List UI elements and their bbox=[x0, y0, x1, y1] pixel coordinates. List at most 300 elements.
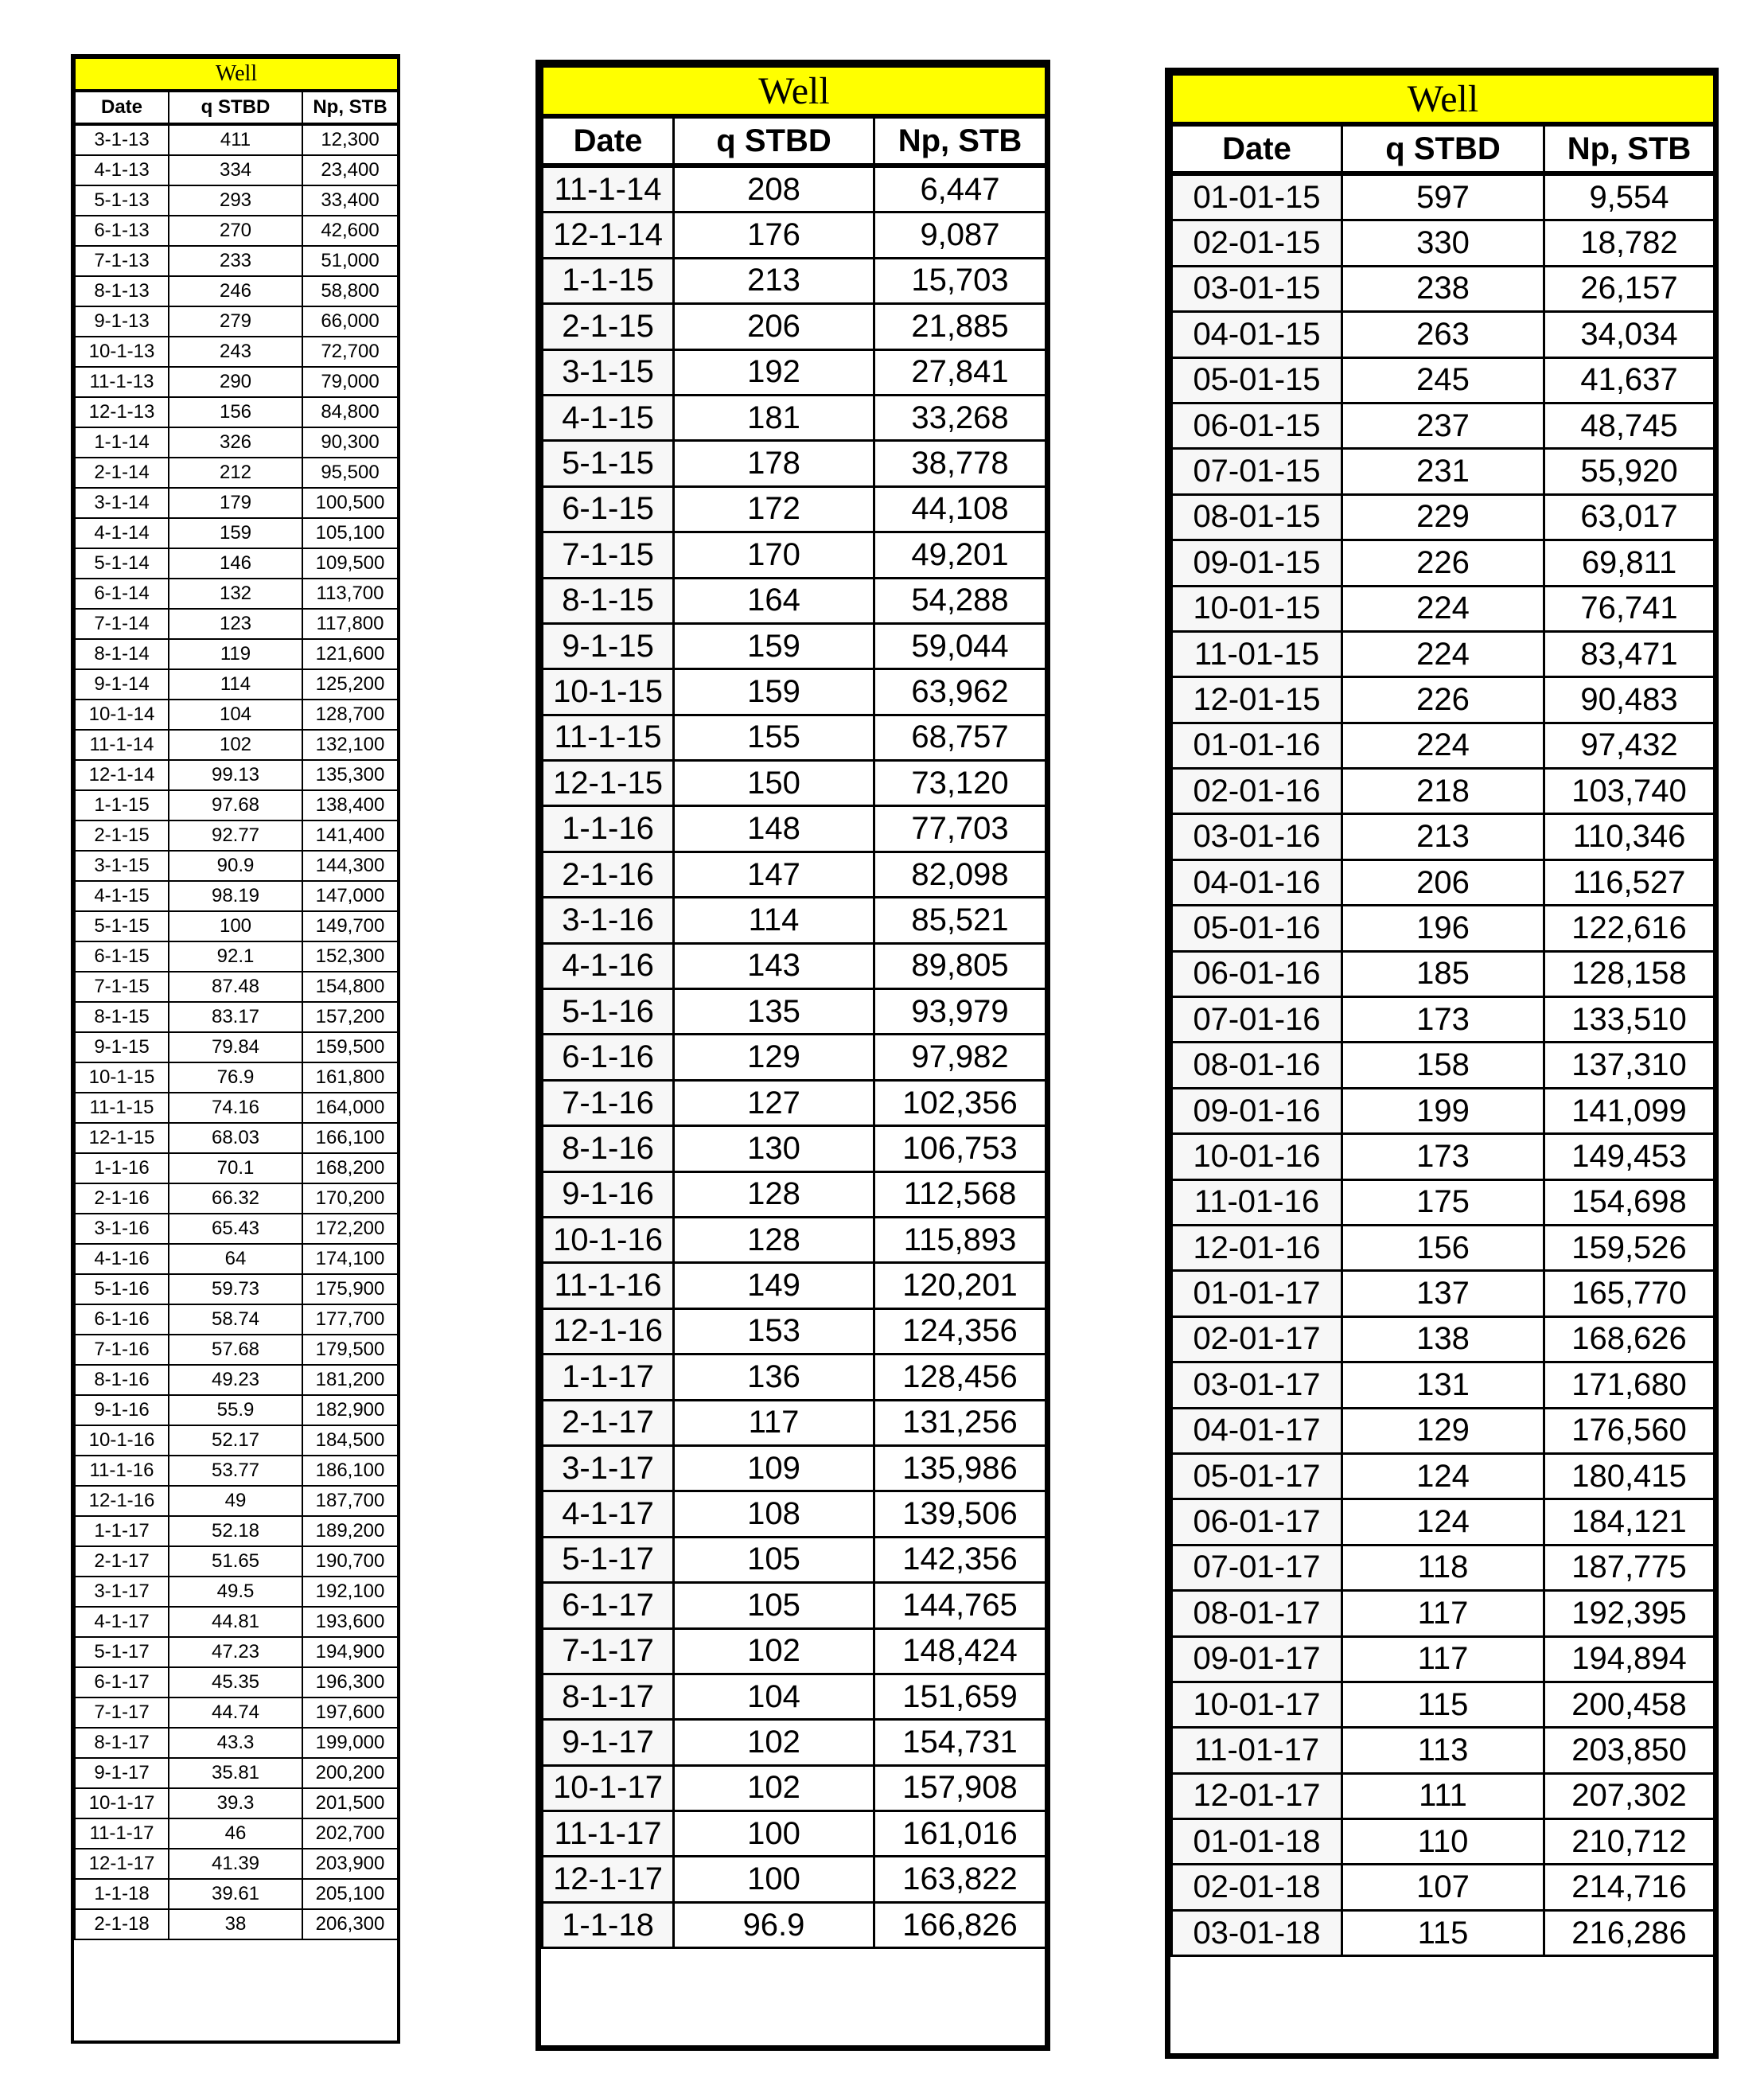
table-row bbox=[543, 852, 1046, 897]
cumulative-cell: 6,447 bbox=[874, 166, 1046, 212]
cumulative-cell: 102,356 bbox=[874, 1080, 1046, 1125]
rate-cell: 213 bbox=[674, 258, 874, 303]
cumulative-cell: 77,703 bbox=[874, 806, 1046, 852]
cumulative-cell: 89,805 bbox=[874, 943, 1046, 988]
date-cell: 10-1-17 bbox=[75, 1788, 169, 1818]
table-row bbox=[543, 1902, 1046, 1947]
rate-cell: 131 bbox=[1342, 1362, 1544, 1408]
rate-cell: 109 bbox=[674, 1445, 874, 1491]
date-cell: 12-1-17 bbox=[543, 1857, 674, 1902]
rate-cell: 153 bbox=[674, 1308, 874, 1354]
rate-cell: 65.43 bbox=[169, 1214, 302, 1244]
table-row bbox=[75, 790, 398, 820]
date-cell: 7-1-13 bbox=[75, 246, 169, 276]
cumulative-cell: 137,310 bbox=[1544, 1043, 1715, 1088]
cumulative-cell: 196,300 bbox=[302, 1667, 398, 1697]
column-header-rate: q STBD bbox=[674, 116, 874, 166]
table-row bbox=[1172, 586, 1715, 631]
table-row bbox=[1172, 723, 1715, 768]
rate-cell: 53.77 bbox=[169, 1456, 302, 1486]
cumulative-cell: 44,108 bbox=[874, 486, 1046, 532]
rate-cell: 185 bbox=[1342, 951, 1544, 996]
table-row bbox=[75, 851, 398, 881]
table-row bbox=[75, 1425, 398, 1456]
table-grid bbox=[74, 57, 399, 1940]
date-cell: 8-1-16 bbox=[75, 1365, 169, 1395]
rate-cell: 58.74 bbox=[169, 1304, 302, 1335]
cumulative-cell: 21,885 bbox=[874, 304, 1046, 349]
date-cell: 11-1-14 bbox=[543, 166, 674, 212]
date-cell: 5-1-15 bbox=[75, 911, 169, 941]
rate-cell: 55.9 bbox=[169, 1395, 302, 1425]
table-row bbox=[75, 1335, 398, 1365]
rate-cell: 104 bbox=[674, 1674, 874, 1719]
date-cell: 11-01-16 bbox=[1172, 1179, 1342, 1225]
cumulative-cell: 27,841 bbox=[874, 349, 1046, 395]
rate-cell: 159 bbox=[169, 518, 302, 548]
table-row bbox=[75, 397, 398, 427]
date-cell: 7-1-15 bbox=[543, 532, 674, 578]
rate-cell: 138 bbox=[1342, 1316, 1544, 1362]
rate-cell: 90.9 bbox=[169, 851, 302, 881]
column-header-date: Date bbox=[75, 91, 169, 124]
column-header-rate: q STBD bbox=[169, 91, 302, 124]
table-row bbox=[75, 911, 398, 941]
table-title: Well bbox=[75, 58, 398, 91]
rate-cell: 115 bbox=[1342, 1910, 1544, 1955]
cumulative-cell: 184,500 bbox=[302, 1425, 398, 1456]
cumulative-cell: 138,400 bbox=[302, 790, 398, 820]
cumulative-cell: 9,554 bbox=[1544, 173, 1715, 220]
cumulative-cell: 166,100 bbox=[302, 1123, 398, 1153]
rate-cell: 44.81 bbox=[169, 1607, 302, 1637]
rate-cell: 132 bbox=[169, 579, 302, 609]
date-cell: 7-1-17 bbox=[75, 1697, 169, 1728]
table-row bbox=[543, 989, 1046, 1035]
date-cell: 09-01-16 bbox=[1172, 1088, 1342, 1133]
table-row bbox=[75, 1879, 398, 1909]
rate-cell: 218 bbox=[1342, 769, 1544, 814]
table-title: Well bbox=[543, 67, 1046, 117]
date-cell: 2-1-14 bbox=[75, 458, 169, 488]
table-grid bbox=[541, 65, 1047, 1949]
table-row bbox=[1172, 1134, 1715, 1179]
table-row bbox=[75, 518, 398, 548]
well-table-2 bbox=[535, 60, 1050, 2051]
table-row bbox=[543, 395, 1046, 440]
table-row bbox=[1172, 769, 1715, 814]
table-row bbox=[75, 488, 398, 518]
cumulative-cell: 90,300 bbox=[302, 427, 398, 458]
date-cell: 11-1-17 bbox=[543, 1811, 674, 1857]
rate-cell: 243 bbox=[169, 337, 302, 367]
table-row bbox=[75, 941, 398, 972]
cumulative-cell: 179,500 bbox=[302, 1335, 398, 1365]
date-cell: 03-01-18 bbox=[1172, 1910, 1342, 1955]
table-row bbox=[1172, 1865, 1715, 1910]
rate-cell: 59.73 bbox=[169, 1274, 302, 1304]
rate-cell: 117 bbox=[1342, 1591, 1544, 1636]
table-row bbox=[543, 166, 1046, 212]
date-cell: 3-1-16 bbox=[75, 1214, 169, 1244]
cumulative-cell: 182,900 bbox=[302, 1395, 398, 1425]
table-row bbox=[543, 669, 1046, 715]
cumulative-cell: 210,712 bbox=[1544, 1819, 1715, 1865]
cumulative-cell: 12,300 bbox=[302, 124, 398, 155]
table-row bbox=[1172, 1271, 1715, 1316]
rate-cell: 110 bbox=[1342, 1819, 1544, 1865]
rate-cell: 49.23 bbox=[169, 1365, 302, 1395]
cumulative-cell: 63,962 bbox=[874, 669, 1046, 715]
date-cell: 12-01-16 bbox=[1172, 1225, 1342, 1270]
table-row bbox=[75, 185, 398, 216]
cumulative-cell: 189,200 bbox=[302, 1516, 398, 1546]
table-row bbox=[1172, 1819, 1715, 1865]
rate-cell: 263 bbox=[1342, 312, 1544, 357]
table-row bbox=[1172, 906, 1715, 951]
date-cell: 10-1-14 bbox=[75, 700, 169, 730]
cumulative-cell: 147,000 bbox=[302, 881, 398, 911]
table-row bbox=[543, 623, 1046, 668]
date-cell: 6-1-16 bbox=[543, 1035, 674, 1080]
date-cell: 1-1-15 bbox=[75, 790, 169, 820]
rate-cell: 57.68 bbox=[169, 1335, 302, 1365]
cumulative-cell: 214,716 bbox=[1544, 1865, 1715, 1910]
table-row bbox=[75, 427, 398, 458]
date-cell: 2-1-15 bbox=[75, 820, 169, 851]
table-row bbox=[543, 1263, 1046, 1308]
table-row bbox=[543, 1400, 1046, 1445]
rate-cell: 124 bbox=[1342, 1453, 1544, 1499]
cumulative-cell: 159,500 bbox=[302, 1032, 398, 1062]
rate-cell: 70.1 bbox=[169, 1153, 302, 1183]
table-row bbox=[75, 881, 398, 911]
date-cell: 5-1-13 bbox=[75, 185, 169, 216]
cumulative-cell: 110,346 bbox=[1544, 814, 1715, 859]
rate-cell: 164 bbox=[674, 578, 874, 623]
table-row bbox=[75, 669, 398, 700]
well-table-1 bbox=[71, 54, 400, 2044]
table-row bbox=[75, 1002, 398, 1032]
table-row bbox=[1172, 951, 1715, 996]
cumulative-cell: 154,800 bbox=[302, 972, 398, 1002]
table-row bbox=[543, 1080, 1046, 1125]
table-row bbox=[75, 820, 398, 851]
table-row bbox=[1172, 1773, 1715, 1818]
date-cell: 4-1-15 bbox=[543, 395, 674, 440]
table-row bbox=[1172, 266, 1715, 311]
date-cell: 5-1-14 bbox=[75, 548, 169, 579]
cumulative-cell: 148,424 bbox=[874, 1628, 1046, 1674]
date-cell: 07-01-17 bbox=[1172, 1545, 1342, 1590]
rate-cell: 117 bbox=[1342, 1636, 1544, 1682]
date-cell: 7-1-16 bbox=[75, 1335, 169, 1365]
table-row bbox=[75, 1244, 398, 1274]
cumulative-cell: 113,700 bbox=[302, 579, 398, 609]
date-cell: 2-1-17 bbox=[543, 1400, 674, 1445]
date-cell: 8-1-16 bbox=[543, 1126, 674, 1171]
date-cell: 10-01-16 bbox=[1172, 1134, 1342, 1179]
cumulative-cell: 163,822 bbox=[874, 1857, 1046, 1902]
table-row bbox=[543, 1171, 1046, 1217]
rate-cell: 226 bbox=[1342, 677, 1544, 723]
rate-cell: 290 bbox=[169, 367, 302, 397]
date-cell: 7-1-14 bbox=[75, 609, 169, 639]
rate-cell: 246 bbox=[169, 276, 302, 306]
date-cell: 08-01-16 bbox=[1172, 1043, 1342, 1088]
cumulative-cell: 141,400 bbox=[302, 820, 398, 851]
rate-cell: 181 bbox=[674, 395, 874, 440]
table-row bbox=[543, 1628, 1046, 1674]
date-cell: 8-1-13 bbox=[75, 276, 169, 306]
rate-cell: 41.39 bbox=[169, 1849, 302, 1879]
table-row bbox=[75, 1818, 398, 1849]
cumulative-cell: 59,044 bbox=[874, 623, 1046, 668]
rate-cell: 102 bbox=[674, 1765, 874, 1811]
rate-cell: 76.9 bbox=[169, 1062, 302, 1093]
table-row bbox=[1172, 1088, 1715, 1133]
date-cell: 5-1-16 bbox=[543, 989, 674, 1035]
rate-cell: 213 bbox=[1342, 814, 1544, 859]
cumulative-cell: 159,526 bbox=[1544, 1225, 1715, 1270]
rate-cell: 173 bbox=[1342, 1134, 1544, 1179]
rate-cell: 212 bbox=[169, 458, 302, 488]
cumulative-cell: 206,300 bbox=[302, 1909, 398, 1939]
rate-cell: 118 bbox=[1342, 1545, 1544, 1590]
cumulative-cell: 23,400 bbox=[302, 155, 398, 185]
rate-cell: 159 bbox=[674, 669, 874, 715]
date-cell: 6-1-13 bbox=[75, 216, 169, 246]
cumulative-cell: 117,800 bbox=[302, 609, 398, 639]
rate-cell: 199 bbox=[1342, 1088, 1544, 1133]
date-cell: 3-1-13 bbox=[75, 124, 169, 155]
date-cell: 4-1-17 bbox=[543, 1491, 674, 1537]
date-cell: 9-1-16 bbox=[543, 1171, 674, 1217]
rate-cell: 147 bbox=[674, 852, 874, 897]
table-row bbox=[75, 730, 398, 760]
cumulative-cell: 100,500 bbox=[302, 488, 398, 518]
table-grid bbox=[1170, 73, 1715, 1957]
column-header-date: Date bbox=[543, 116, 674, 166]
table-row bbox=[1172, 403, 1715, 448]
cumulative-cell: 151,659 bbox=[874, 1674, 1046, 1719]
table-row bbox=[1172, 1499, 1715, 1545]
table-row bbox=[75, 1516, 398, 1546]
rate-cell: 51.65 bbox=[169, 1546, 302, 1577]
date-cell: 4-1-17 bbox=[75, 1607, 169, 1637]
cumulative-cell: 202,700 bbox=[302, 1818, 398, 1849]
date-cell: 6-1-17 bbox=[543, 1583, 674, 1628]
cumulative-cell: 90,483 bbox=[1544, 677, 1715, 723]
table-row bbox=[543, 441, 1046, 486]
rate-cell: 128 bbox=[674, 1217, 874, 1262]
date-cell: 3-1-15 bbox=[543, 349, 674, 395]
rate-cell: 113 bbox=[1342, 1728, 1544, 1773]
date-cell: 11-1-15 bbox=[543, 715, 674, 760]
date-cell: 05-01-15 bbox=[1172, 357, 1342, 403]
table-row bbox=[75, 1607, 398, 1637]
cumulative-cell: 97,982 bbox=[874, 1035, 1046, 1080]
table-row bbox=[1172, 814, 1715, 859]
table-row bbox=[543, 1765, 1046, 1811]
cumulative-cell: 157,200 bbox=[302, 1002, 398, 1032]
table-row bbox=[543, 1537, 1046, 1582]
date-cell: 7-1-15 bbox=[75, 972, 169, 1002]
cumulative-cell: 73,120 bbox=[874, 761, 1046, 806]
table-title: Well bbox=[1172, 75, 1715, 125]
date-cell: 08-01-17 bbox=[1172, 1591, 1342, 1636]
rate-cell: 136 bbox=[674, 1354, 874, 1400]
date-cell: 10-1-13 bbox=[75, 337, 169, 367]
cumulative-cell: 203,900 bbox=[302, 1849, 398, 1879]
cumulative-cell: 165,770 bbox=[1544, 1271, 1715, 1316]
table-row bbox=[543, 715, 1046, 760]
rate-cell: 129 bbox=[674, 1035, 874, 1080]
table-row bbox=[543, 1354, 1046, 1400]
date-cell: 12-1-15 bbox=[75, 1123, 169, 1153]
rate-cell: 97.68 bbox=[169, 790, 302, 820]
rate-cell: 330 bbox=[1342, 220, 1544, 266]
table-row bbox=[1172, 494, 1715, 540]
date-cell: 9-1-17 bbox=[75, 1758, 169, 1788]
cumulative-cell: 200,458 bbox=[1544, 1682, 1715, 1727]
date-cell: 10-1-16 bbox=[75, 1425, 169, 1456]
table-row bbox=[543, 1720, 1046, 1765]
cumulative-cell: 41,637 bbox=[1544, 357, 1715, 403]
date-cell: 6-1-15 bbox=[543, 486, 674, 532]
date-cell: 12-1-17 bbox=[75, 1849, 169, 1879]
rate-cell: 155 bbox=[674, 715, 874, 760]
cumulative-cell: 192,100 bbox=[302, 1577, 398, 1607]
rate-cell: 149 bbox=[674, 1263, 874, 1308]
date-cell: 03-01-15 bbox=[1172, 266, 1342, 311]
date-cell: 1-1-17 bbox=[75, 1516, 169, 1546]
table-row bbox=[543, 898, 1046, 943]
date-cell: 4-1-15 bbox=[75, 881, 169, 911]
table-row bbox=[543, 1674, 1046, 1719]
date-cell: 04-01-15 bbox=[1172, 312, 1342, 357]
date-cell: 9-1-16 bbox=[75, 1395, 169, 1425]
table-row bbox=[543, 578, 1046, 623]
table-row bbox=[543, 1491, 1046, 1537]
date-cell: 5-1-16 bbox=[75, 1274, 169, 1304]
cumulative-cell: 171,680 bbox=[1544, 1362, 1715, 1408]
rate-cell: 114 bbox=[169, 669, 302, 700]
date-cell: 11-1-13 bbox=[75, 367, 169, 397]
cumulative-cell: 103,740 bbox=[1544, 769, 1715, 814]
table-row bbox=[1172, 1591, 1715, 1636]
rate-cell: 179 bbox=[169, 488, 302, 518]
table-row bbox=[543, 943, 1046, 988]
rate-cell: 38 bbox=[169, 1909, 302, 1939]
cumulative-cell: 201,500 bbox=[302, 1788, 398, 1818]
rate-cell: 115 bbox=[1342, 1682, 1544, 1727]
cumulative-cell: 93,979 bbox=[874, 989, 1046, 1035]
cumulative-cell: 128,158 bbox=[1544, 951, 1715, 996]
rate-cell: 35.81 bbox=[169, 1758, 302, 1788]
rate-cell: 105 bbox=[674, 1583, 874, 1628]
table-row bbox=[75, 972, 398, 1002]
date-cell: 03-01-17 bbox=[1172, 1362, 1342, 1408]
cumulative-cell: 83,471 bbox=[1544, 631, 1715, 676]
rate-cell: 172 bbox=[674, 486, 874, 532]
rate-cell: 176 bbox=[674, 212, 874, 258]
cumulative-cell: 190,700 bbox=[302, 1546, 398, 1577]
rate-cell: 105 bbox=[674, 1537, 874, 1582]
column-header-date: Date bbox=[1172, 124, 1342, 173]
date-cell: 1-1-14 bbox=[75, 427, 169, 458]
table-row bbox=[75, 1577, 398, 1607]
date-cell: 12-1-14 bbox=[543, 212, 674, 258]
cumulative-cell: 174,100 bbox=[302, 1244, 398, 1274]
date-cell: 6-1-14 bbox=[75, 579, 169, 609]
table-row bbox=[543, 1217, 1046, 1262]
cumulative-cell: 141,099 bbox=[1544, 1088, 1715, 1133]
table-row bbox=[543, 1445, 1046, 1491]
rate-cell: 224 bbox=[1342, 723, 1544, 768]
date-cell: 7-1-16 bbox=[543, 1080, 674, 1125]
column-header-cumulative: Np, STB bbox=[874, 116, 1046, 166]
rate-cell: 102 bbox=[674, 1720, 874, 1765]
date-cell: 8-1-15 bbox=[543, 578, 674, 623]
cumulative-cell: 205,100 bbox=[302, 1879, 398, 1909]
rate-cell: 159 bbox=[674, 623, 874, 668]
table-row bbox=[75, 306, 398, 337]
table-row bbox=[543, 532, 1046, 578]
date-cell: 2-1-17 bbox=[75, 1546, 169, 1577]
table-row bbox=[75, 216, 398, 246]
rate-cell: 44.74 bbox=[169, 1697, 302, 1728]
date-cell: 01-01-17 bbox=[1172, 1271, 1342, 1316]
rate-cell: 224 bbox=[1342, 586, 1544, 631]
table-row bbox=[1172, 1682, 1715, 1727]
date-cell: 06-01-15 bbox=[1172, 403, 1342, 448]
rate-cell: 92.77 bbox=[169, 820, 302, 851]
table-row bbox=[75, 1849, 398, 1879]
rate-cell: 108 bbox=[674, 1491, 874, 1537]
cumulative-cell: 181,200 bbox=[302, 1365, 398, 1395]
rate-cell: 238 bbox=[1342, 266, 1544, 311]
table-row bbox=[1172, 1362, 1715, 1408]
rate-cell: 117 bbox=[674, 1400, 874, 1445]
date-cell: 08-01-15 bbox=[1172, 494, 1342, 540]
table-row bbox=[1172, 859, 1715, 905]
table-row bbox=[75, 760, 398, 790]
date-cell: 5-1-15 bbox=[543, 441, 674, 486]
cumulative-cell: 200,200 bbox=[302, 1758, 398, 1788]
date-cell: 2-1-15 bbox=[543, 304, 674, 349]
date-cell: 04-01-16 bbox=[1172, 859, 1342, 905]
cumulative-cell: 112,568 bbox=[874, 1171, 1046, 1217]
rate-cell: 233 bbox=[169, 246, 302, 276]
table-row bbox=[543, 1308, 1046, 1354]
cumulative-cell: 63,017 bbox=[1544, 494, 1715, 540]
cumulative-cell: 69,811 bbox=[1544, 540, 1715, 586]
table-row bbox=[75, 1697, 398, 1728]
date-cell: 07-01-15 bbox=[1172, 449, 1342, 494]
date-cell: 12-1-16 bbox=[75, 1486, 169, 1516]
rate-cell: 226 bbox=[1342, 540, 1544, 586]
table-row bbox=[1172, 1636, 1715, 1682]
cumulative-cell: 38,778 bbox=[874, 441, 1046, 486]
cumulative-cell: 157,908 bbox=[874, 1765, 1046, 1811]
rate-cell: 102 bbox=[674, 1628, 874, 1674]
cumulative-cell: 149,700 bbox=[302, 911, 398, 941]
table-row bbox=[1172, 357, 1715, 403]
date-cell: 4-1-16 bbox=[75, 1244, 169, 1274]
table-row bbox=[75, 1728, 398, 1758]
date-cell: 02-01-18 bbox=[1172, 1865, 1342, 1910]
